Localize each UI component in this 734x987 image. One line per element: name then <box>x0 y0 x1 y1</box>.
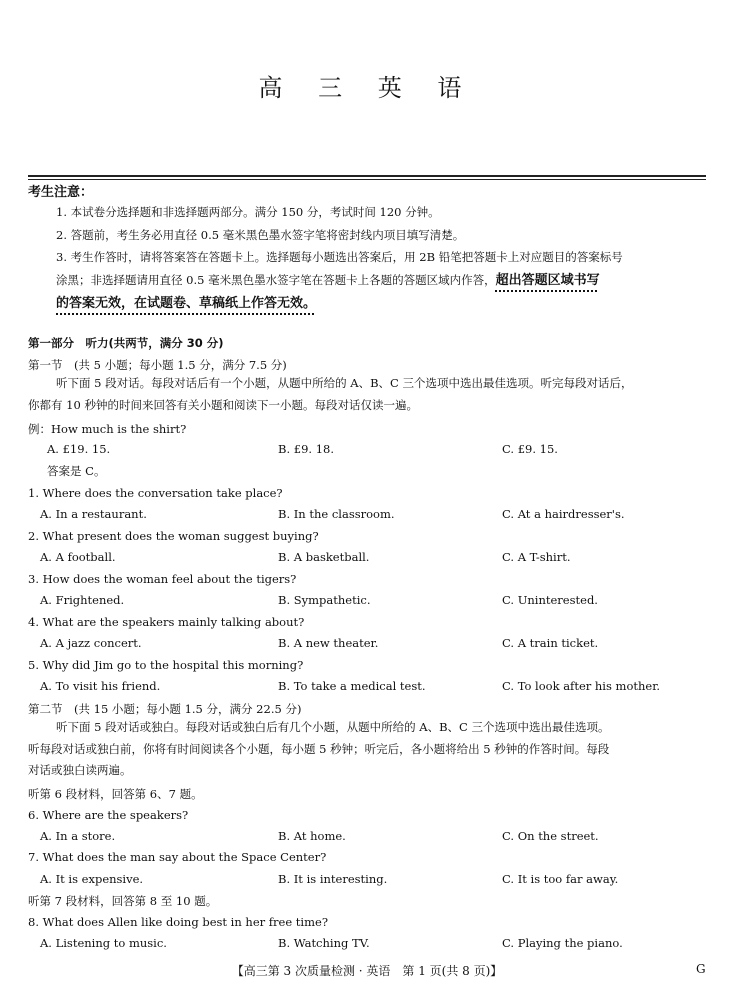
q1-option-b: B. In the classroom. <box>278 507 395 521</box>
q8-option-c: C. Playing the piano. <box>502 936 623 950</box>
notice-item-2: 2. 答题前，考生务必用直径 0.5 毫米黑色墨水签字笔将密封线内项目填写清楚。 <box>56 228 465 242</box>
section2-instr-line-2: 听每段对话或独白前，你将有时间阅读各个小题，每小题 5 秒钟；听完后，各小题将给出 5 秒钟的作答时间。每段 <box>28 741 610 756</box>
notice-item-3-line-2 <box>56 269 708 292</box>
section2-instr-line-1: 听下面 5 段对话或独白。每段对话或独白后有几个小题，从题中所给的 A、B、C 三个选项中选出最佳选项。 <box>56 720 610 734</box>
question-2: 2. What present does the woman suggest buying? <box>28 529 319 543</box>
question-4: 4. What are the speakers mainly talking about? <box>28 615 305 629</box>
q6-option-a: A. In a store. <box>40 829 116 843</box>
example-option-a: A. £19. 15. <box>47 442 111 456</box>
q2-option-a: A. A football. <box>40 550 116 564</box>
notice-item-1: 1. 本试卷分选择题和非选择题两部分。满分 150 分，考试时间 120 分钟。 <box>56 205 440 219</box>
notice-heading: 考生注意： <box>28 185 94 200</box>
q3-option-c: C. Uninterested. <box>502 593 598 607</box>
question-8: 8. What does Allen like doing best in her free time? <box>28 915 328 929</box>
q3-option-a: A. Frightened. <box>40 593 125 607</box>
example-answer: 答案是 C。 <box>47 464 106 478</box>
q7-option-b: B. It is interesting. <box>278 872 388 886</box>
question-7: 7. What does the man say about the Space Center? <box>28 850 327 864</box>
notice-item-3-line-1: 3. 考生作答时，请将答案答在答题卡上。选择题每小题选出答案后，用 2B 铅笔把答题卡上对应题目的答案标号 <box>56 250 623 264</box>
notice-emphasis-2: 的答案无效，在试题卷、草稿纸上作答无效。 <box>56 296 317 311</box>
notice-item-3-text: 涂黑；非选择题请用直径 0.5 毫米黑色墨水签字笔在答题卡上各题的答题区域内作答， <box>56 273 496 287</box>
section1-instr-line-1: 听下面 5 段对话。每段对话后有一个小题，从题中所给的 A、B、C 三个选项中选出最佳选项。听完每段对话后， <box>56 376 633 390</box>
page-title: 高 三 英 语 <box>258 74 476 102</box>
q7-option-c: C. It is too far away. <box>502 872 619 886</box>
q6-option-b: B. At home. <box>278 829 346 843</box>
divider-thick <box>28 175 706 177</box>
question-1: 1. Where does the conversation take place? <box>28 486 283 500</box>
part1-heading-text: 第一部分 听力(共两节，满分 30 分) <box>28 336 224 350</box>
section1-instr-line-2: 你都有 10 秒钟的时间来回答有关小题和阅读下一小题。每段对话仅读一遍。 <box>28 397 418 412</box>
notice-item-3-line-3 <box>56 292 708 315</box>
section2-heading: 第二节 (共 15 小题；每小题 1.5 分，满分 22.5 分) <box>28 702 302 716</box>
q5-option-a: A. To visit his friend. <box>40 679 161 693</box>
example-option-b: B. £9. 18. <box>278 442 334 456</box>
question-3: 3. How does the woman feel about the tigers? <box>28 572 297 586</box>
q8-option-b: B. Watching TV. <box>278 936 370 950</box>
q5-option-b: B. To take a medical test. <box>278 679 426 693</box>
question-5: 5. Why did Jim go to the hospital this morning? <box>28 658 304 672</box>
q7-option-a: A. It is expensive. <box>40 872 144 886</box>
material-6-note: 听第 6 段材料，回答第 6、7 题。 <box>28 787 203 801</box>
page-footer: 【高三第 3 次质量检测 · 英语 第 1 页(共 8 页)】 <box>231 964 503 978</box>
material-7-note: 听第 7 段材料，回答第 8 至 10 题。 <box>28 894 218 908</box>
q4-option-b: B. A new theater. <box>278 636 379 650</box>
q2-option-b: B. A basketball. <box>278 550 370 564</box>
q8-option-a: A. Listening to music. <box>40 936 167 950</box>
q1-option-a: A. In a restaurant. <box>40 507 147 521</box>
section2-instr-line-3: 对话或独白读两遍。 <box>28 763 132 777</box>
section1-instructions <box>28 373 708 416</box>
example-option-c: C. £9. 15. <box>502 442 558 456</box>
example-question: 例：How much is the shirt? <box>28 422 187 436</box>
q5-option-c: C. To look after his mother. <box>502 679 661 693</box>
q6-option-c: C. On the street. <box>502 829 599 843</box>
divider-thin <box>28 179 706 180</box>
notice-emphasis-1: 超出答题区域书写 <box>495 273 600 288</box>
q4-option-a: A. A jazz concert. <box>40 636 142 650</box>
question-6: 6. Where are the speakers? <box>28 808 189 822</box>
part1-heading <box>28 335 708 351</box>
q2-option-c: C. A T-shirt. <box>502 550 571 564</box>
q1-option-c: C. At a hairdresser's. <box>502 507 625 521</box>
section2-instructions <box>28 717 708 782</box>
paper-version-code: G <box>696 962 706 976</box>
q4-option-c: C. A train ticket. <box>502 636 599 650</box>
q3-option-b: B. Sympathetic. <box>278 593 371 607</box>
section1-heading: 第一节 (共 5 小题；每小题 1.5 分，满分 7.5 分) <box>28 358 287 372</box>
